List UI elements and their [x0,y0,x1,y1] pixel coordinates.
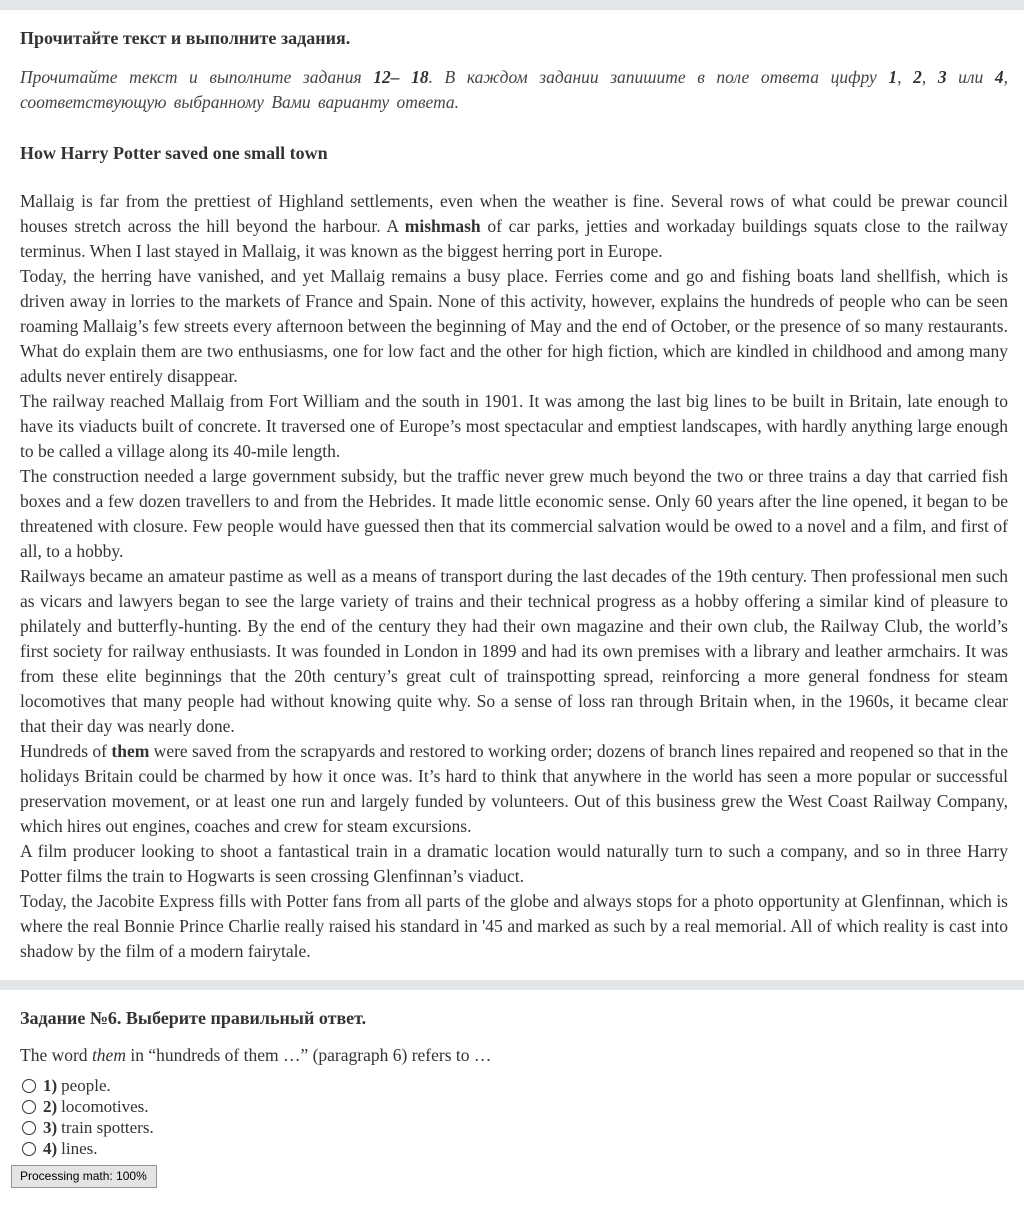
task-range: 12– 18 [373,67,429,87]
answer-option-1[interactable]: 1) people. [20,1075,1008,1096]
article-paragraph-4: The construction needed a large government subsidy, but the traffic never grew much beyond the two or three trains a day that carried fish boxes and a few dozen travellers to and from the Hebrides. It made little economic sense. Only 60 years after the line opened, it began to be threatened with closure. Few people would have guessed then that its commercial salvation would be owed to a novel and a film, and first of all, to a hobby. [20,466,1008,561]
top-border [0,0,1024,10]
answer-digit: 3 [937,67,947,87]
article-paragraph-5: Railways became an amateur pastime as well as a means of transport during the last decades of the 19th century. Then professional men such as vicars and lawyers began to see the large variety of trains and their technical progress as a hobby offering a similar kind of pleasure to philately and butterfly-hunting. By the end of the century they had their own magazine and their own club, the Railway Club, the world’s first society for railway enthusiasts. It was founded in London in 1899 and had its own premises with a library and leather armchairs. It was from these elite beginnings that the 20th century’s great cult of trainspotting spread, reinforcing a more general fondness for steam locomotives that many people had without knowing quite why. So a sense of loss ran through Britain when, in the 1960s, it became clear that their day was nearly done. [20,566,1008,736]
separator: , [921,67,938,87]
answer-digit: 4 [994,67,1004,87]
separator: , [897,67,914,87]
article-paragraph-3: The railway reached Mallaig from Fort William and the south in 1901. It was among the last big lines to be built in Britain, late enough to have its viaducts built of concrete. It traversed one of Europe’s most spectacular and emptiest landscapes, with hardly anything large enough to be called a village along its 40-mile length. [20,391,1008,461]
option-label: locomotives. [61,1096,149,1116]
article-paragraph-2: Today, the herring have vanished, and yet Mallaig remains a busy place. Ferries come and go and fishing boats land shellfish, which is driven away in lorries to the markets of France and Spain. None of this activity, however, explains the hundreds of people who can be seen roaming Mallaig’s few streets every afternoon between the beginning of May and the end of October, or the presence of so many restaurants. What do explain them are two enthusiasms, one for low fact and the other for high fiction, which are kindled in childhood and among many adults never entirely disappear. [20,266,1008,386]
radio-button[interactable] [22,1100,36,1114]
answer-option-3[interactable]: 3) train spotters. [20,1117,1008,1138]
highlighted-word-them: them [111,741,150,761]
section-heading: Прочитайте текст и выполните задания. [20,28,351,48]
answer-digit: 1 [888,67,898,87]
article-paragraph-8: Today, the Jacobite Express fills with Potter fans from all parts of the globe and always stops for a photo opportunity at Glenfinnan, which is where the real Bonnie Prince Charlie really raised his standard in '45 and marked as such by a real memorial. All of which reality is cast into shadow by the film of a modern fairytale. [20,891,1008,961]
option-label: lines. [61,1138,98,1158]
answer-options [20,1075,1008,1159]
instruction-text: , соответствующую выбранному Вами варианту ответа. [20,67,1009,112]
section-divider [0,980,1024,990]
radio-button[interactable] [22,1079,36,1093]
article-body [20,189,1008,964]
instruction-text: Прочитайте текст и выполните задания [20,67,374,87]
article-title: How Harry Potter saved one small town [20,143,328,163]
instructions [20,65,1008,115]
article-paragraph-7: A film producer looking to shoot a fantastical train in a dramatic location would naturally turn to such a company, and so in three Harry Potter films the train to Hogwarts is seen crossing Glenfinnan’s viaduct. [20,841,1008,886]
instruction-text: . В каждом задании запишите в поле ответа цифру [428,67,889,87]
task-heading: Задание №6. Выберите правильный ответ. [20,1008,367,1028]
option-label: people. [61,1075,111,1095]
radio-button[interactable] [22,1121,36,1135]
highlighted-word-mishmash: mishmash [404,216,481,236]
instruction-text: или [946,67,995,87]
mathjax-status-message: Processing math: 100% [11,1165,157,1188]
question-keyword: them [91,1045,126,1065]
article-paragraph-1: Mallaig is far from the prettiest of Highland settlements, even when the weather is fine. Several rows of what could be prewar council houses stretch across the hill beyond the harbour. A mishmash of car parks, jetties and workaday buildings squats close to the railway terminus. When I last stayed in Mallaig, it was known as the biggest herring port in Europe. [20,191,1009,261]
radio-button[interactable] [22,1142,36,1156]
question-text: The word them in “hundreds of them …” (paragraph 6) refers to … [20,1045,492,1065]
option-label: train spotters. [61,1117,154,1137]
article-paragraph-6: Hundreds of them were saved from the scrapyards and restored to working order; dozens of branch lines repaired and reopened so that in the holidays Britain could be charmed by how it once was. It’s hard to think that anywhere in the world has seen a more popular or successful preservation movement, or at least one run and largely funded by volunteers. Out of this business grew the West Coast Railway Company, which hires out engines, coaches and crew for steam excursions. [20,741,1008,836]
answer-digit: 2 [913,67,922,87]
answer-option-4[interactable]: 4) lines. [20,1138,1008,1159]
answer-option-2[interactable]: 2) locomotives. [20,1096,1008,1117]
reading-text-panel [0,10,1024,980]
